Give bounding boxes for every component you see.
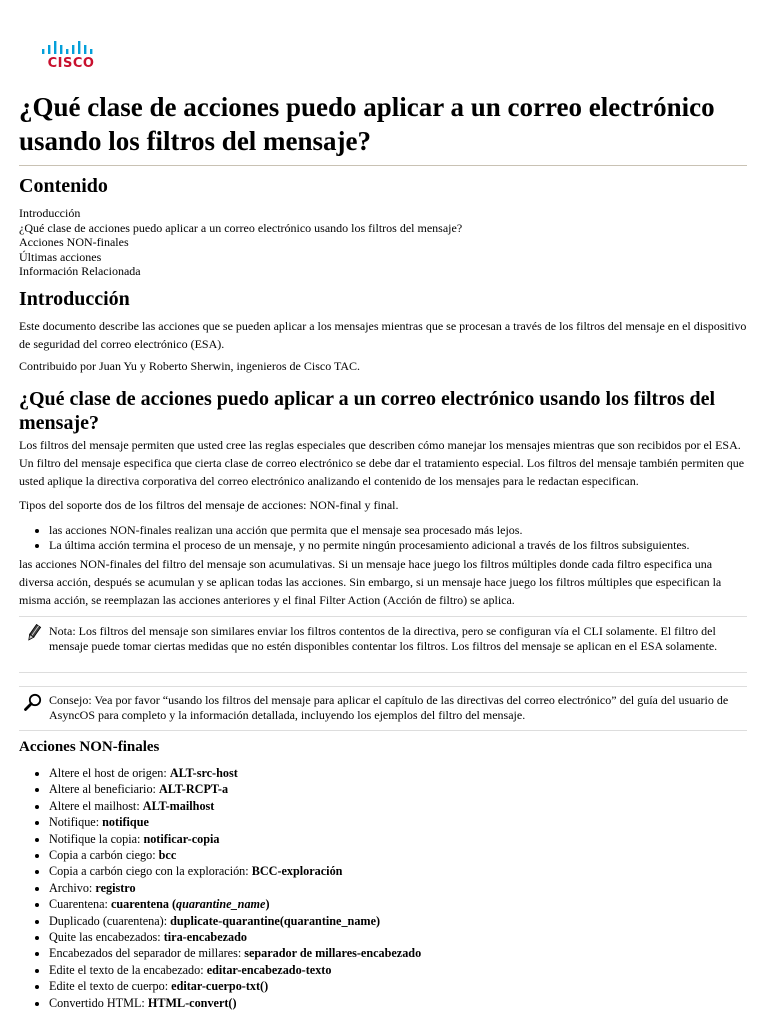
- action-label: Duplicado (cuarentena):: [49, 913, 171, 928]
- list-item: • La última acción termina el proceso de un mensaje, y no permite ningún procesamiento adicional a través de los filtros subsiguientes.: [49, 538, 689, 553]
- magnifier-tip-icon: [24, 693, 42, 711]
- action-code: ALT-src-host: [169, 766, 238, 780]
- toc-heading: Contenido: [19, 175, 108, 197]
- title-divider: [19, 165, 747, 166]
- toc-link-ultimas-acciones[interactable]: Últimas acciones: [19, 249, 102, 264]
- toc-link-introduccion[interactable]: Introducción: [19, 206, 81, 220]
- tip-top-divider: [19, 686, 747, 687]
- action-code: editar-encabezado-texto: [206, 962, 332, 977]
- list-item: [49, 913, 421, 929]
- list-item: [49, 863, 421, 879]
- action-code: notifique: [102, 815, 149, 830]
- pencil-note-icon: [24, 624, 42, 642]
- list-item: [49, 831, 421, 847]
- action-code: HTML-convert(): [147, 995, 237, 1010]
- action-label: Notifique la copia:: [49, 831, 144, 846]
- action-code: separador de millares-encabezado: [244, 946, 422, 961]
- tip-text: Consejo: Vea por favor “usando los filtros del mensaje para aplicar el capítulo de las directivas del correo electrónico” del guía del usuario de AsyncOS para completo y la información detallada, incluyendo los ejemplos del filtro del mensaje.: [49, 693, 729, 722]
- action-label: Edite el texto de cuerpo:: [49, 979, 172, 994]
- action-label: Encabezados del separador de millares:: [49, 946, 245, 961]
- list-item: [49, 847, 421, 863]
- list-item: [49, 995, 421, 1011]
- cisco-logo-text: CISCO: [47, 56, 95, 71]
- section-heading: ¿Qué clase de acciones puedo aplicar a un correo electrónico usando los filtros del mensaje?: [19, 388, 716, 434]
- toc-link-que-clase[interactable]: ¿Qué clase de acciones puedo aplicar a un correo electrónico usando los filtros del mensaje?: [19, 220, 463, 235]
- action-label: Archivo:: [49, 880, 96, 895]
- action-code-start: cuarentena (: [110, 897, 177, 912]
- nonfinal-actions-list: [19, 765, 421, 1011]
- list-item: [49, 896, 421, 912]
- section-paragraph-3: las acciones NON-finales del filtro del mensaje son acumulativas. Si un mensaje hace juego los filtros múltiples donde cada filtro especifica una diversa acción, después se acumulan y se aplican todas las acciones. Sin embargo, si un mensaje hace juego los filtros múltiples que especifican la misma acción, se reemplazan las acciones anteriores y el final Filter Action (Acción de filtro) se aplica.: [19, 557, 722, 607]
- list-item: [49, 781, 421, 797]
- list-item: [49, 880, 421, 896]
- action-label: Quite las encabezados:: [49, 930, 164, 945]
- list-item: [49, 945, 421, 961]
- cisco-logo: [37, 41, 105, 75]
- toc-link-informacion-relacionada[interactable]: Información Relacionada: [19, 264, 141, 278]
- action-code: ALT-RCPT-a: [158, 782, 229, 797]
- cisco-logo-bars-icon: [37, 41, 105, 56]
- action-code: bcc: [158, 848, 177, 863]
- action-label: Notifique:: [49, 815, 103, 830]
- tip-bottom-divider: [19, 730, 747, 731]
- note-top-divider: [19, 616, 747, 617]
- note-bottom-divider: [19, 672, 747, 673]
- table-of-contents: [19, 206, 462, 279]
- action-label: Altere el host de origen:: [49, 766, 170, 780]
- action-label: Cuarentena:: [49, 897, 111, 912]
- action-label: Copia a carbón ciego:: [49, 848, 159, 863]
- action-types-list: [19, 523, 689, 553]
- page-title: ¿Qué clase de acciones puedo aplicar a un correo electrónico usando los filtros del mensaje?: [19, 92, 715, 156]
- list-item: [49, 962, 421, 978]
- nonfinal-heading: Acciones NON-finales: [19, 739, 160, 755]
- intro-paragraph: Este documento describe las acciones que se pueden aplicar a los mensajes mientras que se procesan a través de los filtros del mensaje en el dispositivo de seguridad del correo electrónico (ESA).: [19, 319, 747, 351]
- credits-paragraph: Contribuido por Juan Yu y Roberto Sherwin, ingenieros de Cisco TAC.: [19, 359, 361, 373]
- action-label: Altere al beneficiario:: [49, 782, 159, 797]
- section-paragraph-1: Los filtros del mensaje permiten que usted cree las reglas especiales que describen cómo manejar los mensajes mientras que son recibidos por el ESA. Un filtro del mensaje especifica que cierta clase de correo electrónico se debe dar el tratamiento especial. Los filtros del mensaje también permiten que usted aplique la directiva corporativa del correo electrónico analizando el contenido de los mensajes para le redactan especifican.: [19, 438, 745, 488]
- list-item: [49, 798, 421, 814]
- action-code-param: quarantine_name: [176, 897, 266, 912]
- list-item: [49, 978, 421, 994]
- action-label: Copia a carbón ciego con la exploración:: [49, 864, 252, 879]
- action-code: ALT-mailhost: [142, 798, 215, 813]
- action-code: BCC-exploración: [251, 864, 343, 879]
- action-code-end: ): [265, 897, 270, 912]
- action-code: duplicate-quarantine(quarantine_name): [170, 913, 381, 928]
- intro-heading: Introducción: [19, 288, 130, 310]
- toc-link-acciones-non-finales[interactable]: Acciones NON-finales: [19, 235, 129, 249]
- action-label: Altere el mailhost:: [49, 798, 143, 813]
- list-item: [49, 814, 421, 830]
- action-label: Edite el texto de la encabezado:: [49, 962, 207, 977]
- note-text: Nota: Los filtros del mensaje son similares enviar los filtros contentos de la directiva, pero se configuran vía el CLI solamente. El filtro del mensaje puede tomar ciertas medidas que no estén disponibles contentar los filtros. Los filtros del mensaje se aplican en el ESA solamente.: [49, 624, 718, 653]
- action-code: [111, 897, 270, 911]
- action-label: Convertido HTML:: [49, 995, 148, 1010]
- action-code: notificar-copia: [143, 831, 220, 846]
- list-item: [49, 765, 421, 781]
- list-item: • las acciones NON-finales realizan una acción que permita que el mensaje sea procesado más lejos.: [49, 523, 689, 538]
- action-code: tira-encabezado: [163, 930, 247, 945]
- list-item: [49, 929, 421, 945]
- action-code: editar-cuerpo-txt(): [171, 979, 269, 994]
- action-code: registro: [95, 880, 136, 895]
- section-paragraph-2: Tipos del soporte dos de los filtros del mensaje de acciones: NON-final y final.: [19, 498, 399, 512]
